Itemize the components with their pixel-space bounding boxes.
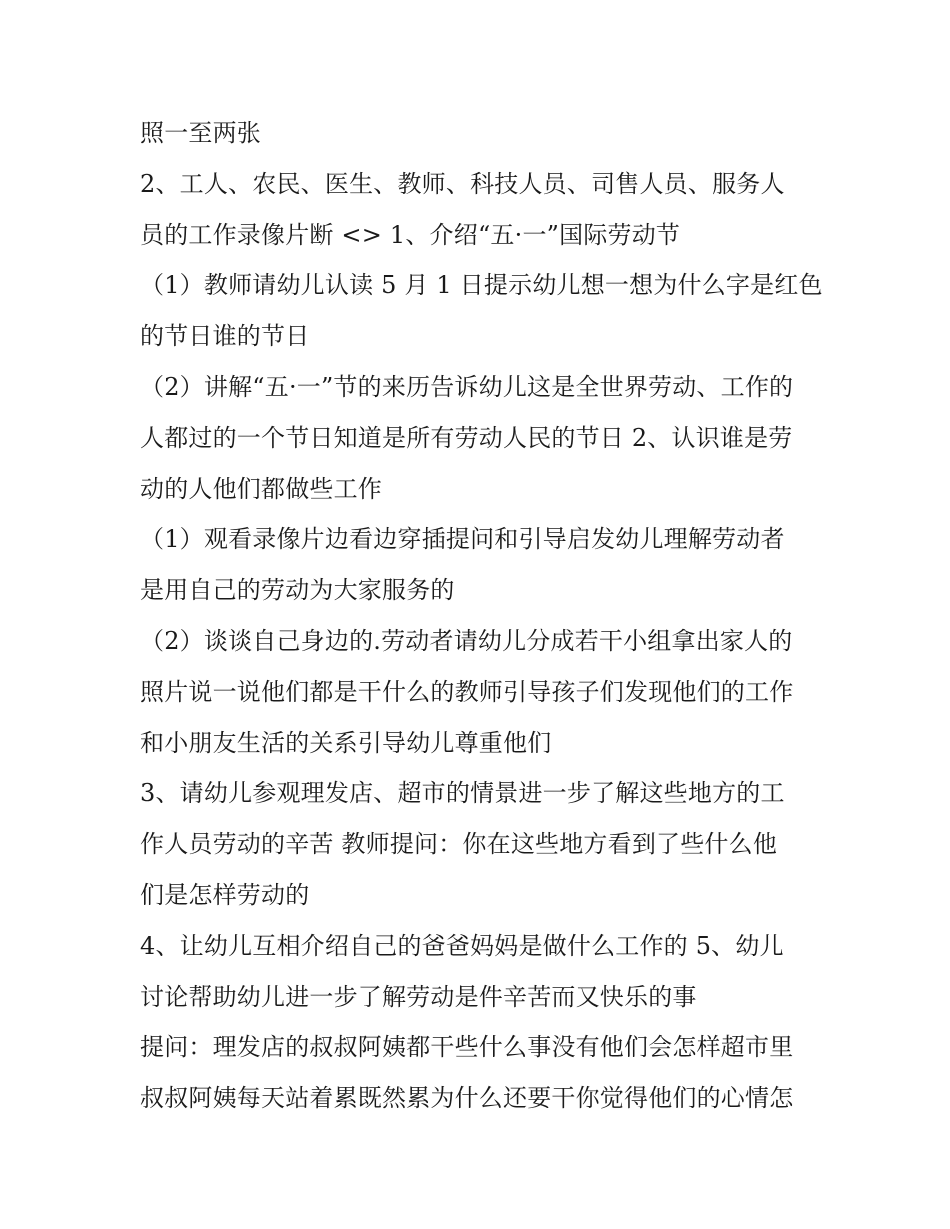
text-line: 作人员劳动的辛苦 教师提问：你在这些地方看到了些什么他 [140,830,778,859]
text-line: （2）谈谈自己身边的.劳动者请幼儿分成若干小组拿出家人的 [140,626,793,655]
text-line: 照片说一说他们都是干什么的教师引导孩子们发现他们的工作 [140,677,794,706]
text-line: （1）观看录像片边看边穿插提问和引导启发幼儿理解劳动者 [140,525,785,554]
text-line: （2）讲解“五·一”节的来历告诉幼儿这是全世界劳动、工作的 [140,372,794,401]
text-line: 提问：理发店的叔叔阿姨都干些什么事没有他们会怎样超市里 [140,1033,794,1062]
text-line: 们是怎样劳动的 [140,880,310,909]
text-line: 4、让幼儿互相介绍自己的爸爸妈妈是做什么工作的 5、幼儿 [140,931,784,960]
text-line: 员的工作录像片断 <> 1、介绍“五·一”国际劳动节 [140,220,681,249]
text-line: （1）教师请幼儿认读 5 月 1 日提示幼儿想一想为什么字是红色 [140,271,823,300]
text-line: 和小朋友生活的关系引导幼儿尊重他们 [140,728,552,757]
text-line: 的节日谁的节日 [140,322,310,351]
text-line: 讨论帮助幼儿进一步了解劳动是件辛苦而又快乐的事 [140,982,697,1011]
text-line: 照一至两张 [140,119,261,147]
text-line: 3、请幼儿参观理发店、超市的情景进一步了解这些地方的工 [140,779,785,808]
text-line: 2、工人、农民、医生、教师、科技人员、司售人员、服务人 [140,169,785,198]
document-body [140,108,823,1124]
text-line: 人都过的一个节日知道是所有劳动人民的节日 2、认识谁是劳 [140,423,793,452]
text-line: 叔叔阿姨每天站着累既然累为什么还要干你觉得他们的心情怎 [140,1084,794,1113]
text-line: 动的人他们都做些工作 [140,474,382,503]
text-line: 是用自己的劳动为大家服务的 [140,576,455,605]
